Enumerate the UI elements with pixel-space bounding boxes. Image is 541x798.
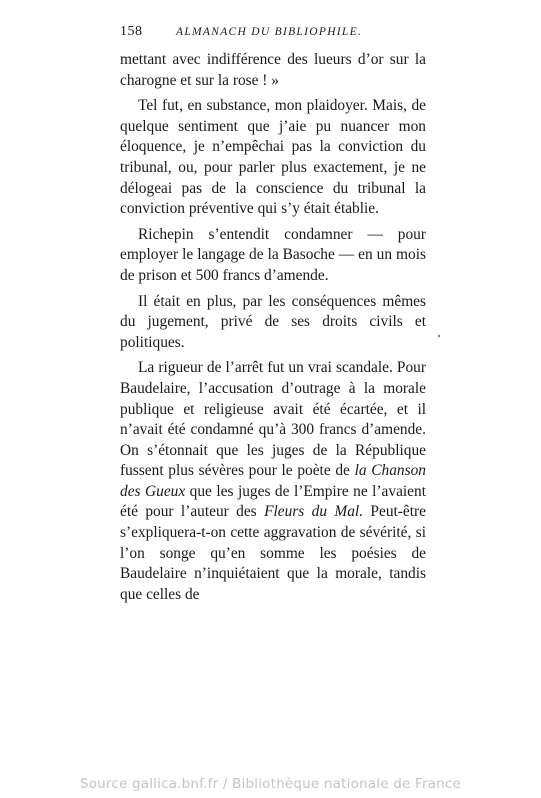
paragraph-5-text-c: Peut-être s’expliquera-t-on cette aggravation de sévérité, si l’on songe qu’en somme les poésies de Baudelaire n’inquiétaient que la morale, tandis que celles de [120, 503, 426, 603]
running-title: ALMANACH DU BIBLIOPHILE. [176, 26, 363, 38]
paragraph-1: mettant avec indifférence des lueurs d’or sur la charogne et sur la rose ! » [120, 51, 426, 89]
book-title-fleurs-du-mal: Fleurs du Mal. [264, 503, 364, 521]
paragraph-5-text-a: La rigueur de l’arrêt fut un vrai scandale. Pour Baudelaire, l’accusation d’outrage à la morale publique et religieuse avait été écartée, et il n’avait été condamné qu’à 300 francs d’amende. On s’étonnait que les juges de la République fussent plus sévères pour le poète de [120, 359, 426, 480]
running-head [120, 22, 430, 42]
paragraph-5-text-b: que les juges de l’Empire ne l’avaient été pour l’auteur des [120, 482, 426, 521]
paragraph-5 [120, 358, 426, 605]
page-number: 158 [120, 24, 143, 39]
paragraph-3: Richepin s’entendit condamner — pour employer le langage de la Basoche — en un mois de prison et 500 francs d’amende. [120, 225, 426, 284]
body-text [120, 50, 426, 605]
source-watermark: Source gallica.bnf.fr / Bibliothèque nationale de France [79, 776, 462, 792]
paragraph-2: Tel fut, en substance, mon plaidoyer. Mais, de quelque sentiment que j’aie pu nuancer mon éloquence, je n’empêchai pas la conviction du tribunal, ou, pour parler plus exactement, je ne délogeai pas de la conscience du tribunal la conviction préventive qui s’y était établie. [120, 97, 426, 218]
stray-ink-dot [438, 335, 440, 337]
paragraph-4: Il était en plus, par les conséquences mêmes du jugement, privé de ses droits civils et politiques. [120, 292, 426, 351]
book-title-chanson-des-gueux: la Chanson des Gueux [120, 462, 426, 500]
